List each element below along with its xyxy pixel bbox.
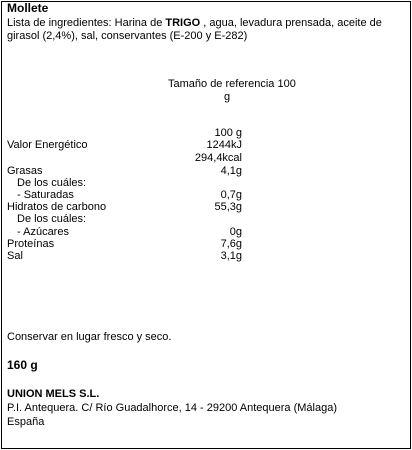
ingredients-prefix: Lista de ingredientes: Harina de [7, 17, 166, 29]
ingredients-line-2: girasol (2,4%), sal, conservantes (E-200 y E-282) [7, 30, 248, 42]
company-name: UNION MELS S.L. [7, 388, 100, 400]
label-frame [1, 1, 411, 449]
nutrient-label-energy: Valor Energético [7, 139, 88, 151]
serving-header: 100 g [214, 127, 242, 139]
nutrient-value-fat: 4,1g [220, 165, 242, 177]
reference-size-line-2: g [224, 91, 231, 103]
nutrient-value-energy-kj: 1244kJ [206, 139, 242, 151]
ingredients-line-1 [7, 17, 382, 29]
nutrient-value-energy-kcal: 294,4kcal [194, 152, 242, 164]
reference-size-line-1: Tamaño de referencia 100 [168, 78, 296, 90]
nutrient-label-protein: Proteínas [7, 238, 55, 250]
nutrient-value-sugars: 0g [229, 226, 242, 238]
allergen-wheat: TRIGO [165, 17, 201, 29]
nutrient-value-saturates: 0,7g [220, 189, 242, 201]
ingredients-suffix: , agua, levadura prensada, aceite de [200, 17, 382, 29]
nutrient-value-carbohydrates: 55,3g [214, 201, 242, 213]
nutrient-value-protein: 7,6g [220, 238, 242, 250]
storage-instructions: Conservar en lugar fresco y seco. [7, 331, 172, 343]
nutrient-label-carbohydrates: Hidratos de carbono [7, 201, 107, 213]
net-weight: 160 g [7, 358, 38, 372]
nutrient-label-sugars: - Azúcares [17, 226, 69, 238]
nutrient-label-salt: Sal [7, 250, 23, 262]
nutrient-label-of-which-carbs: De los cuáles: [17, 213, 87, 225]
nutrient-value-salt: 3,1g [220, 250, 242, 262]
nutrient-label-saturates: - Saturadas [17, 189, 74, 201]
product-name: Mollete [7, 1, 49, 15]
nutrient-label-fat: Grasas [7, 165, 43, 177]
company-country: España [7, 416, 45, 428]
nutrient-label-of-which-fat: De los cuáles: [17, 177, 87, 189]
company-address: P.I. Antequera. C/ Río Guadalhorce, 14 - 29200 Antequera (Málaga) [7, 402, 338, 414]
